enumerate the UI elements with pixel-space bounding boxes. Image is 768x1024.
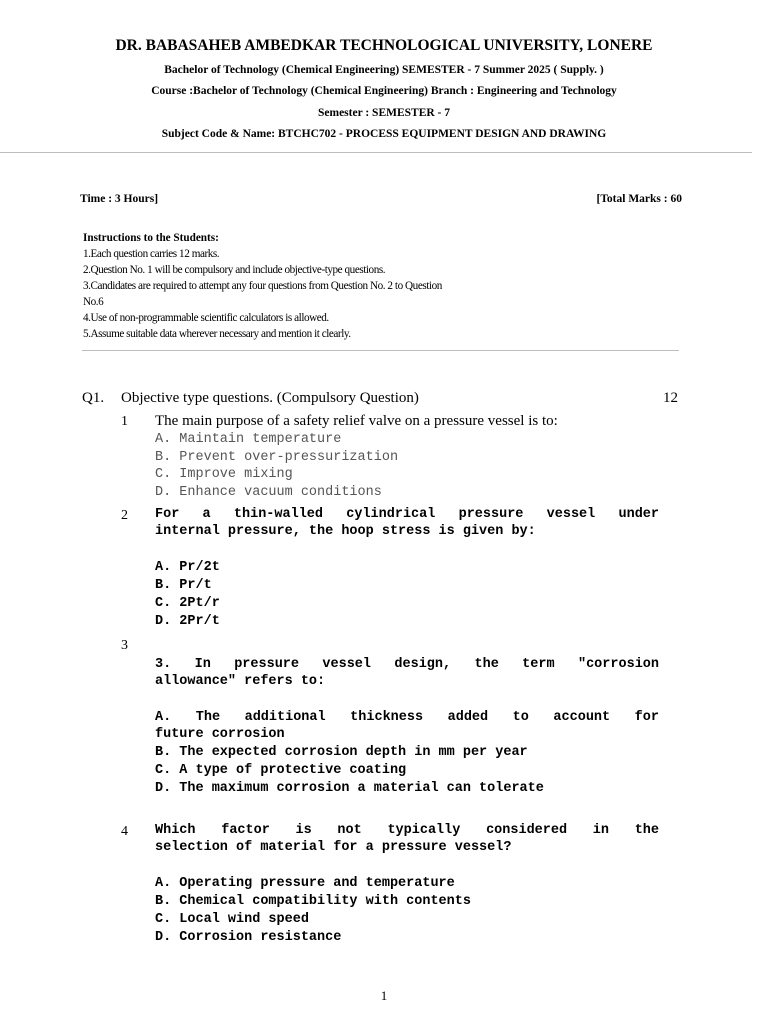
subquestion-text: internal pressure, the hoop stress is given by: — [155, 524, 536, 539]
subquestion-text: For a thin-walled cylindrical pressure vessel under — [155, 507, 659, 522]
instruction-item: No.6 — [83, 296, 104, 308]
option: future corrosion — [155, 727, 285, 742]
subquestion-number: 4 — [121, 824, 128, 839]
instruction-item: 3.Candidates are required to attempt any four questions from Question No. 2 to Question — [83, 280, 442, 292]
question-text: Objective type questions. (Compulsory Question) — [121, 390, 419, 406]
instruction-item: 2.Question No. 1 will be compulsory and include objective-type questions. — [83, 264, 386, 276]
subquestion-number: 3 — [121, 638, 128, 653]
program-line: Bachelor of Technology (Chemical Engineering) SEMESTER - 7 Summer 2025 ( Supply. ) — [164, 64, 604, 76]
subquestion-text: allowance" refers to: — [155, 674, 326, 689]
question-marks: 12 — [663, 390, 678, 406]
option: A. Operating pressure and temperature — [155, 876, 455, 891]
option: B. The expected corrosion depth in mm per year — [155, 745, 528, 760]
option: A. Pr/2t — [155, 560, 220, 575]
subquestion-text: The main purpose of a safety relief valve on a pressure vessel is to: — [155, 413, 558, 429]
option: C. Local wind speed — [155, 912, 309, 927]
university-title: DR. BABASAHEB AMBEDKAR TECHNOLOGICAL UNIVERSITY, LONERE — [115, 37, 653, 54]
option: B. Pr/t — [155, 578, 212, 593]
header-divider — [0, 152, 752, 153]
instructions-divider — [82, 350, 679, 351]
time-label: Time : 3 Hours] — [80, 193, 159, 205]
subquestion-text: 3. In pressure vessel design, the term "corrosion — [155, 657, 659, 672]
option: C. 2Pt/r — [155, 596, 220, 611]
instruction-item: 1.Each question carries 12 marks. — [83, 248, 220, 260]
option: D. Enhance vacuum conditions — [155, 485, 382, 500]
option: C. Improve mixing — [155, 467, 293, 482]
subject-line: Subject Code & Name: BTCHC702 - PROCESS EQUIPMENT DESIGN AND DRAWING — [161, 128, 607, 140]
option: D. The maximum corrosion a material can tolerate — [155, 781, 544, 796]
instructions-block — [83, 230, 683, 342]
semester-line: Semester : SEMESTER - 7 — [317, 107, 451, 119]
total-marks-label: [Total Marks : 60 — [596, 193, 682, 205]
question-label: Q1. — [82, 390, 105, 406]
subquestion-text: Which factor is not typically considered in the — [155, 823, 659, 838]
option: B. Prevent over-pressurization — [155, 450, 399, 465]
option: C. A type of protective coating — [155, 763, 407, 778]
option: D. Corrosion resistance — [155, 930, 342, 945]
option: B. Chemical compatibility with contents — [155, 894, 471, 909]
subquestion-number: 2 — [121, 508, 128, 523]
page-number: 1 — [380, 988, 388, 1003]
option: A. Maintain temperature — [155, 432, 342, 447]
instructions-heading: Instructions to the Students: — [83, 232, 219, 244]
option: D. 2Pr/t — [155, 614, 220, 629]
subquestion-number: 1 — [121, 414, 128, 429]
instruction-item: 4.Use of non-programmable scientific calculators is allowed. — [83, 312, 329, 324]
subquestion-text: selection of material for a pressure vessel? — [155, 840, 512, 855]
option: A. The additional thickness added to account for — [155, 710, 659, 725]
course-line: Course :Bachelor of Technology (Chemical Engineering) Branch : Engineering and Technology — [151, 85, 617, 97]
instruction-item: 5.Assume suitable data wherever necessary and mention it clearly. — [83, 328, 351, 340]
